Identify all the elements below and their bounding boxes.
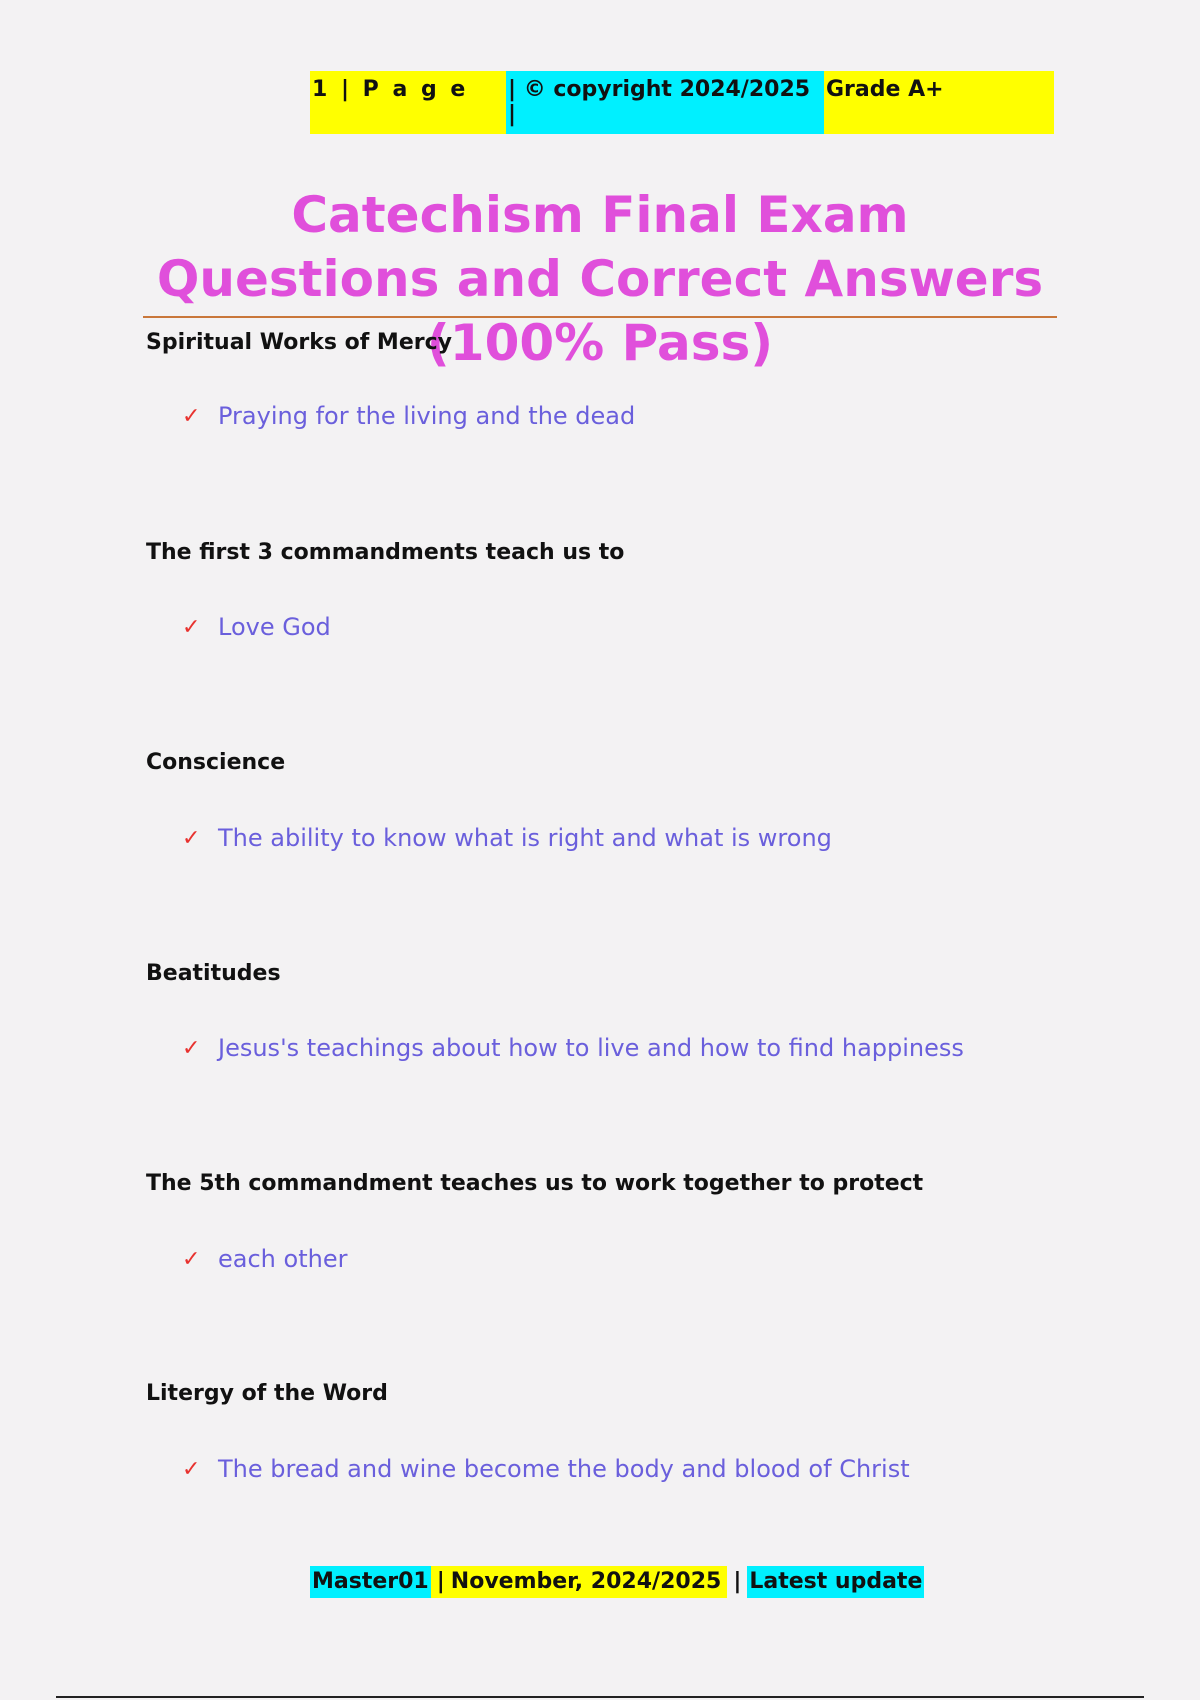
answer-row xyxy=(182,1034,964,1062)
answer-row xyxy=(182,1455,910,1483)
title-divider xyxy=(143,316,1057,318)
qa-item xyxy=(146,961,1046,1062)
qa-item xyxy=(146,330,1046,430)
grade-label: Grade A+ xyxy=(824,71,1054,134)
checkmark-icon: ✓ xyxy=(182,1456,201,1482)
checkmark-icon: ✓ xyxy=(182,614,201,640)
footer-separator: | xyxy=(431,1566,451,1598)
question-text: The first 3 commandments teach us to xyxy=(146,540,625,565)
answer-row xyxy=(182,613,331,641)
document-title: Catechism Final Exam Questions and Correct Answers (100% Pass) xyxy=(156,186,1044,372)
checkmark-icon: ✓ xyxy=(182,1246,201,1272)
question-text: Conscience xyxy=(146,750,286,775)
footer-status: Latest update xyxy=(747,1566,924,1598)
copyright-label: | © copyright 2024/2025 | xyxy=(506,71,824,134)
qa-item xyxy=(146,1381,1046,1483)
qa-item xyxy=(146,540,1046,641)
footer-author: Master01 xyxy=(310,1566,431,1598)
question-text: The 5th commandment teaches us to work together to protect xyxy=(146,1171,924,1196)
answer-text: Jesus's teachings about how to live and how to find happiness xyxy=(218,1034,964,1062)
question-text: Beatitudes xyxy=(146,961,281,986)
checkmark-icon: ✓ xyxy=(182,825,201,851)
answer-row xyxy=(182,824,832,852)
page-header xyxy=(310,71,1054,134)
footer-separator: | xyxy=(733,1569,742,1594)
page-footer xyxy=(310,1566,924,1598)
qa-item xyxy=(146,1171,1046,1273)
qa-item xyxy=(146,750,1046,852)
answer-text: each other xyxy=(218,1245,348,1273)
checkmark-icon: ✓ xyxy=(182,1035,201,1061)
answer-text: Love God xyxy=(218,613,331,641)
footer-date: November, 2024/2025 xyxy=(451,1566,728,1598)
question-text: Spiritual Works of Mercy xyxy=(146,330,452,355)
answer-text: The bread and wine become the body and blood of Christ xyxy=(218,1455,910,1483)
checkmark-icon: ✓ xyxy=(182,403,201,429)
answer-row xyxy=(182,402,635,430)
answer-text: The ability to know what is right and what is wrong xyxy=(218,824,832,852)
answer-row xyxy=(182,1245,347,1273)
bottom-divider xyxy=(56,1696,1144,1698)
page-number-label: 1 | P a g e xyxy=(310,71,506,134)
question-text: Litergy of the Word xyxy=(146,1381,388,1406)
answer-text: Praying for the living and the dead xyxy=(218,402,636,430)
